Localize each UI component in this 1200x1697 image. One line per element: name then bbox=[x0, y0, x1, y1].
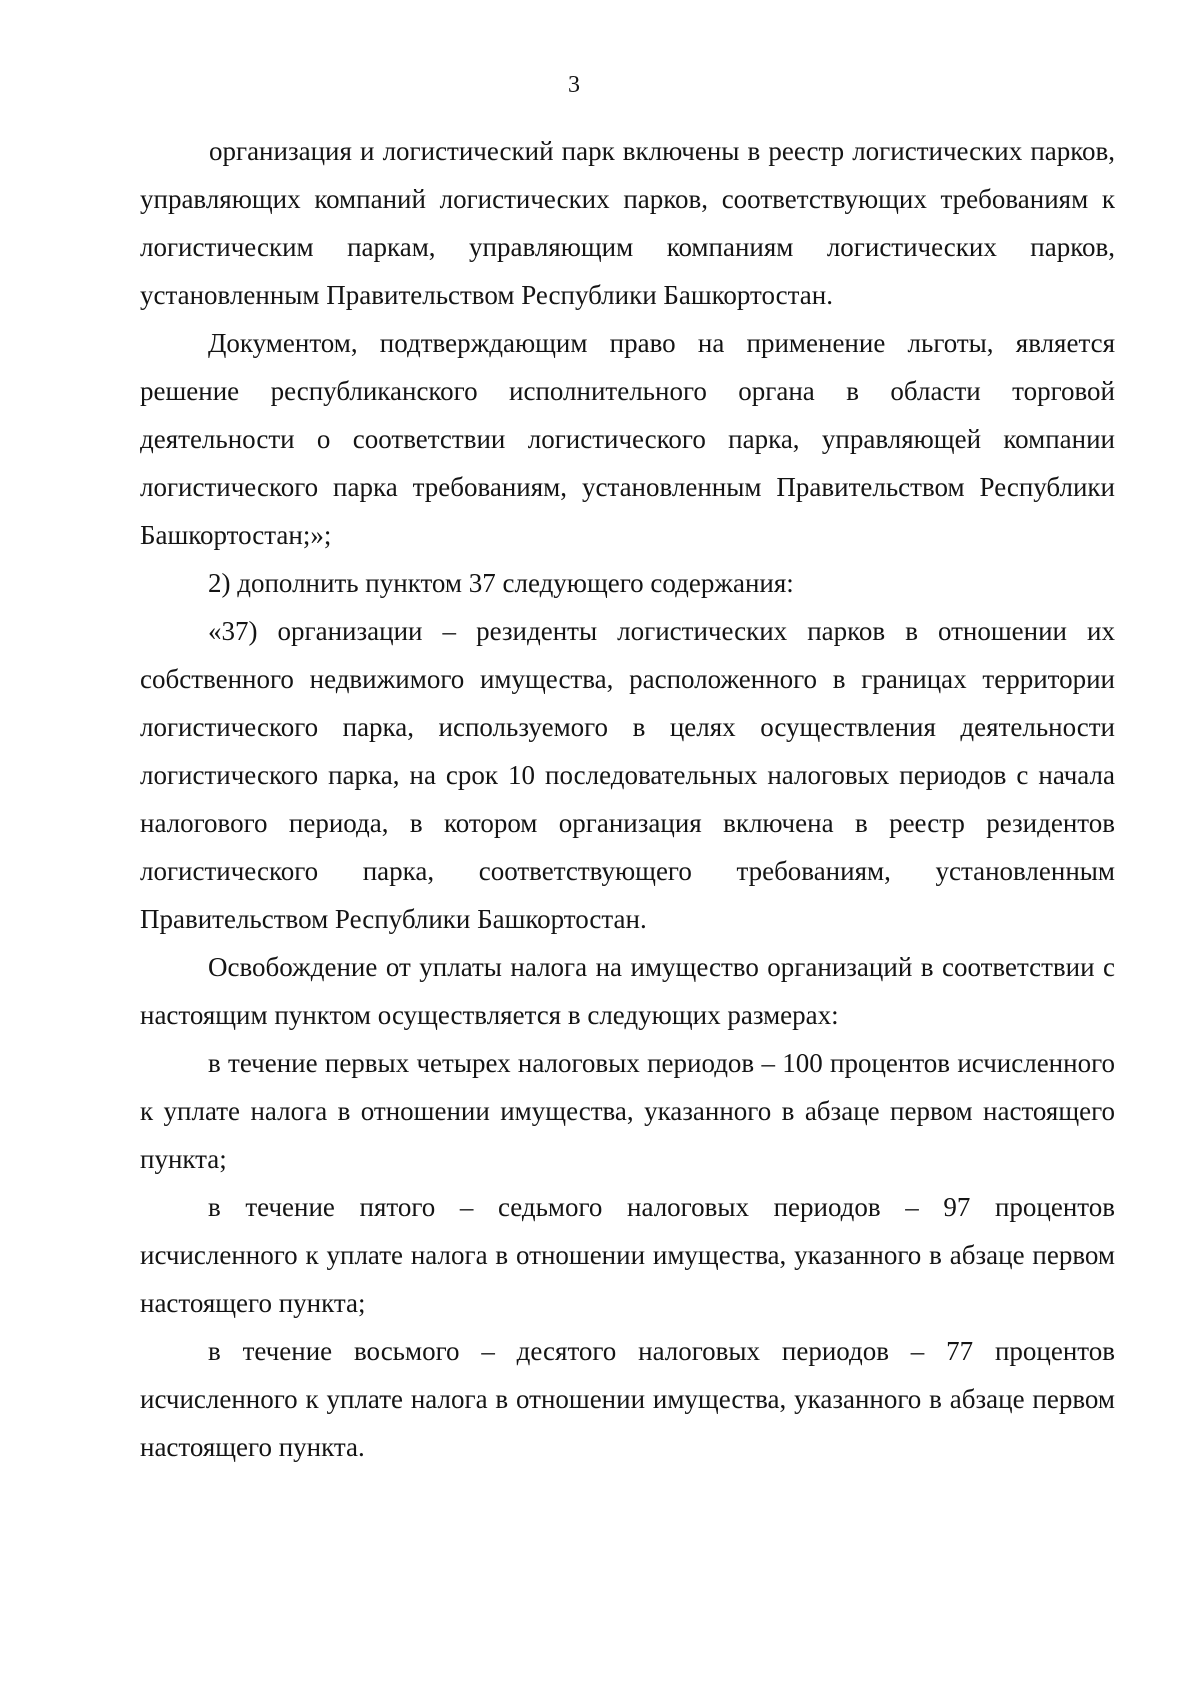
paragraph-fifth-seventh-periods: в течение пятого – седьмого налоговых периодов – 97 процентов исчисленного к уплате налога в отношении имущества, указанного в абзаце первом настоящего пункта; bbox=[140, 1192, 1115, 1318]
paragraph-first-four-periods: в течение первых четырех налоговых периодов – 100 процентов исчисленного к уплате налога в отношении имущества, указанного в абзаце первом настоящего пункта; bbox=[140, 1048, 1115, 1174]
document-body bbox=[140, 127, 1115, 1471]
paragraph-point-37: «37) организации – резиденты логистических парков в отношении их собственного недвижимого имущества, расположенного в границах территории логистического парка, используемого в целях осуществления деятельности логистического парка, на срок 10 последовательных налоговых периодов с начала налогового периода, в котором организация включена в реестр резидентов логистического парка, соответствующего требованиям, установленным Правительством Республики Башкортостан. bbox=[140, 616, 1115, 934]
page-number: 3 bbox=[568, 72, 580, 98]
paragraph-eighth-tenth-periods: в течение восьмого – десятого налоговых периодов – 77 процентов исчисленного к уплате налога в отношении имущества, указанного в абзаце первом настоящего пункта. bbox=[140, 1336, 1115, 1462]
paragraph-logistics-park-registry: организация и логистический парк включены в реестр логистических парков, управляющих компаний логистических парков, соответствующих требованиям к логистическим паркам, управляющим компаниям логистических парков, установленным Правительством Республики Башкортостан. bbox=[140, 136, 1115, 310]
paragraph-add-point-37: 2) дополнить пунктом 37 следующего содержания: bbox=[208, 568, 794, 598]
paragraph-exemption-sizes: Освобождение от уплаты налога на имущество организаций в соответствии с настоящим пунктом осуществляется в следующих размерах: bbox=[140, 952, 1115, 1030]
paragraph-confirming-document: Документом, подтверждающим право на применение льготы, является решение республиканского исполнительного органа в области торговой деятельности о соответствии логистического парка, управляющей компании логистического парка требованиям, установленным Правительством Республики Башкортостан;»; bbox=[140, 328, 1115, 550]
